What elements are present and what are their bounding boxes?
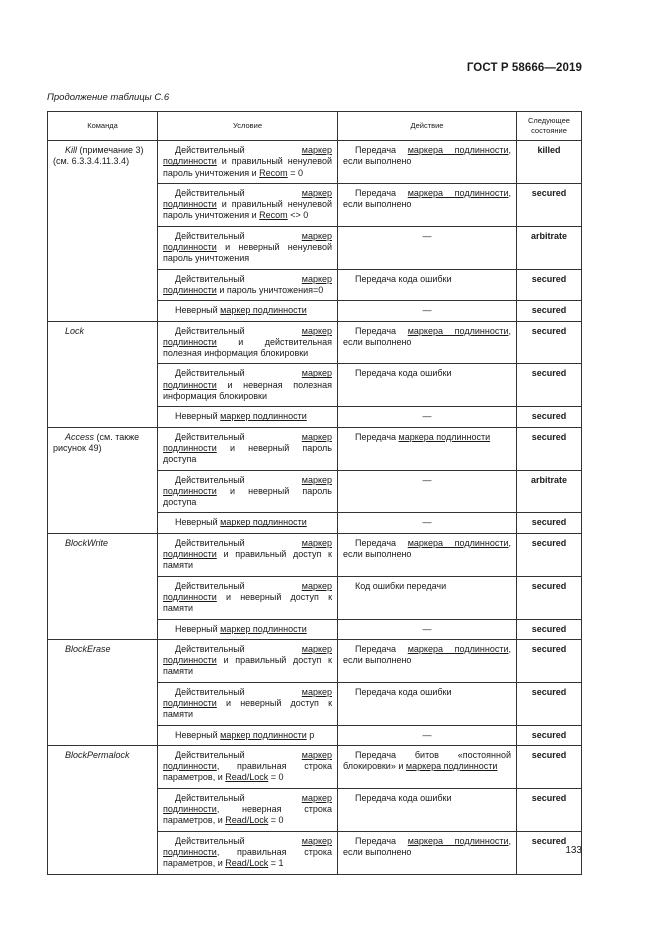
condition-cell: Действительный маркер подлинности и пароль уничтожения=0 xyxy=(158,269,338,301)
command-name: Kill xyxy=(65,145,78,155)
condition-cell: Действительный маркер подлинности и правильный доступ к памяти xyxy=(158,533,338,576)
action-cell: Передача маркера подлинности, если выполнено xyxy=(338,533,517,576)
next-state-cell: secured xyxy=(517,513,582,533)
next-state-cell: secured xyxy=(517,321,582,364)
next-state-cell: secured xyxy=(517,576,582,619)
condition-cell: Неверный маркер подлинности р xyxy=(158,725,338,745)
table-row xyxy=(48,533,582,576)
action-cell: Передача битов «постоянной блокировки» и маркера подлинности xyxy=(338,745,517,788)
condition-cell: Действительный маркер подлинности и неверная полезная информация блокировки xyxy=(158,364,338,407)
action-cell: Передача кода ошибки xyxy=(338,364,517,407)
next-state-cell: secured xyxy=(517,682,582,725)
next-state-cell: killed xyxy=(517,141,582,184)
document-header: ГОСТ Р 58666—2019 xyxy=(466,62,582,74)
condition-cell: Действительный маркер подлинности, правильная строка параметров, и Read/Lock = 0 xyxy=(158,745,338,788)
condition-cell: Неверный маркер подлинности xyxy=(158,407,338,427)
next-state-cell: secured xyxy=(517,301,582,321)
table-row xyxy=(48,141,582,184)
column-header-next-state: Следующее состояние xyxy=(517,112,582,141)
column-header-command: Команда xyxy=(48,112,158,141)
action-cell: Код ошибки передачи xyxy=(338,576,517,619)
page-number: 133 xyxy=(565,845,582,856)
next-state-cell: secured xyxy=(517,533,582,576)
condition-cell: Действительный маркер подлинности и правильный ненулевой пароль уничтожения и Recom = 0 xyxy=(158,141,338,184)
action-cell: — xyxy=(338,470,517,513)
condition-cell: Действительный маркер подлинности, правильная строка параметров, и Read/Lock = 1 xyxy=(158,831,338,874)
next-state-cell: secured xyxy=(517,788,582,831)
action-cell: Передача маркера подлинности, если выполнено xyxy=(338,183,517,226)
condition-cell: Действительный маркер подлинности и неверный пароль доступа xyxy=(158,470,338,513)
action-cell: — xyxy=(338,407,517,427)
command-cell xyxy=(48,533,158,639)
action-cell: Передача маркера подлинности, если выполнено xyxy=(338,141,517,184)
action-cell: — xyxy=(338,226,517,269)
table-header-row xyxy=(48,112,582,141)
condition-cell: Действительный маркер подлинности и неверный пароль доступа xyxy=(158,427,338,470)
next-state-cell: secured xyxy=(517,831,582,874)
condition-cell: Действительный маркер подлинности и правильный доступ к памяти xyxy=(158,639,338,682)
condition-cell: Неверный маркер подлинности xyxy=(158,619,338,639)
action-cell: — xyxy=(338,725,517,745)
next-state-cell: secured xyxy=(517,407,582,427)
condition-cell: Действительный маркер подлинности и неверный доступ к памяти xyxy=(158,576,338,619)
command-note: (примечание 3) (см. 6.3.3.4.11.3.4) xyxy=(53,145,144,167)
condition-cell: Действительный маркер подлинности и неверный доступ к памяти xyxy=(158,682,338,725)
action-cell: — xyxy=(338,619,517,639)
table-row xyxy=(48,745,582,788)
table-row xyxy=(48,427,582,470)
condition-cell: Неверный маркер подлинности xyxy=(158,513,338,533)
next-state-cell: secured xyxy=(517,427,582,470)
action-cell: Передача маркера подлинности xyxy=(338,427,517,470)
command-name: BlockWrite xyxy=(65,537,109,548)
action-cell: — xyxy=(338,513,517,533)
action-cell: Передача маркера подлинности, если выполнено xyxy=(338,639,517,682)
next-state-cell: secured xyxy=(517,745,582,788)
command-cell xyxy=(48,141,158,322)
next-state-cell: secured xyxy=(517,183,582,226)
next-state-cell: secured xyxy=(517,619,582,639)
command-cell xyxy=(48,427,158,533)
condition-cell: Действительный маркер подлинности и действительная полезная информация блокировки xyxy=(158,321,338,364)
command-state-table xyxy=(47,111,582,875)
action-cell: Передача кода ошибки xyxy=(338,788,517,831)
condition-cell: Действительный маркер подлинности и правильный ненулевой пароль уничтожения и Recom <> 0 xyxy=(158,183,338,226)
table-caption: Продолжение таблицы С.6 xyxy=(47,92,170,103)
command-note: (см. также рисунок 49) xyxy=(53,431,140,453)
next-state-cell: arbitrate xyxy=(517,470,582,513)
table-row xyxy=(48,321,582,364)
next-state-cell: secured xyxy=(517,725,582,745)
condition-cell: Действительный маркер подлинности и неверный ненулевой пароль уничтожения xyxy=(158,226,338,269)
command-name: BlockErase xyxy=(65,643,111,654)
next-state-cell: secured xyxy=(517,269,582,301)
action-cell: Передача маркера подлинности, если выполнено xyxy=(338,831,517,874)
condition-cell: Неверный маркер подлинности xyxy=(158,301,338,321)
command-name: BlockPermalock xyxy=(65,749,130,760)
next-state-cell: secured xyxy=(517,364,582,407)
action-cell: Передача кода ошибки xyxy=(338,269,517,301)
command-name: Access xyxy=(65,431,95,442)
next-state-cell: secured xyxy=(517,639,582,682)
command-cell xyxy=(48,745,158,874)
next-state-cell: arbitrate xyxy=(517,226,582,269)
action-cell: — xyxy=(338,301,517,321)
column-header-action: Действие xyxy=(338,112,517,141)
condition-cell: Действительный маркер подлинности, неверная строка параметров, и Read/Lock = 0 xyxy=(158,788,338,831)
column-header-condition: Условие xyxy=(158,112,338,141)
command-cell xyxy=(48,321,158,427)
command-name: Lock xyxy=(65,325,85,336)
table-body xyxy=(48,141,582,875)
table-row xyxy=(48,639,582,682)
action-cell: Передача кода ошибки xyxy=(338,682,517,725)
action-cell: Передача маркера подлинности, если выполнено xyxy=(338,321,517,364)
command-cell xyxy=(48,639,158,745)
